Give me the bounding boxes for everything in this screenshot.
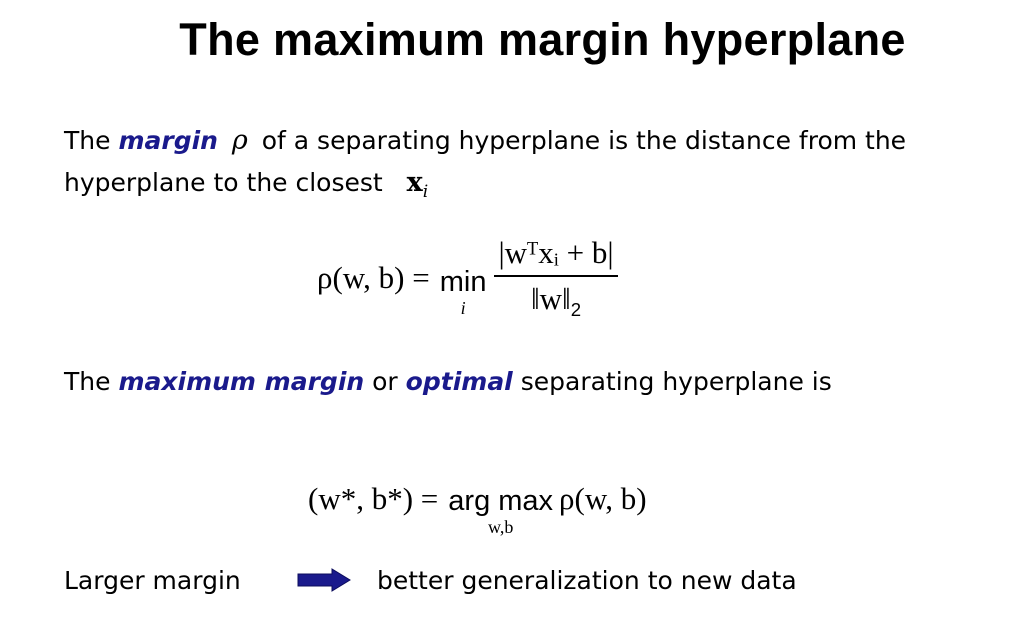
margin-definition-line-1 xyxy=(64,120,906,162)
margin-equation xyxy=(317,235,618,321)
min-operator xyxy=(439,265,487,318)
margin-term: margin xyxy=(118,126,218,155)
optimal-term: optimal xyxy=(405,367,513,396)
argmax-label: arg max xyxy=(448,485,554,517)
argmax-equation xyxy=(308,474,647,537)
norm-w: ‖w‖ xyxy=(530,281,571,316)
maximum-margin-term: maximum margin xyxy=(118,367,365,396)
text: The xyxy=(64,367,111,396)
text: The xyxy=(64,126,111,155)
fraction-denominator xyxy=(531,277,581,321)
text: or xyxy=(372,367,398,396)
margin-definition-line-2 xyxy=(64,162,428,213)
conclusion-right: better generalization to new data xyxy=(377,566,797,595)
text: separating hyperplane is xyxy=(520,367,832,396)
argmax-operator xyxy=(448,487,553,536)
conclusion-left: Larger margin xyxy=(64,566,241,595)
x-i-symbol xyxy=(406,167,429,202)
margin-fraction xyxy=(494,235,617,321)
min-label: min xyxy=(439,265,487,298)
equation-lhs: (w*, b*) = xyxy=(308,480,439,516)
min-subscript: i xyxy=(460,297,466,318)
right-arrow-icon xyxy=(296,568,352,592)
x-subscript: i xyxy=(422,182,429,202)
norm-subscript: 2 xyxy=(570,299,582,321)
text: hyperplane to the closest xyxy=(64,168,383,197)
equation-rhs: ρ(w, b) xyxy=(559,480,647,516)
slide-title: The maximum margin hyperplane xyxy=(179,14,906,65)
optimal-hyperplane-line xyxy=(64,361,832,403)
equation-lhs: ρ(w, b) = xyxy=(317,260,430,296)
argmax-subscript: w,b xyxy=(487,517,514,537)
text: of a separating hyperplane is the distance from the xyxy=(261,126,907,155)
x-base: x xyxy=(406,167,423,198)
rho-symbol: ρ xyxy=(231,125,248,156)
fraction-numerator: |wᵀxᵢ + b| xyxy=(494,235,617,277)
